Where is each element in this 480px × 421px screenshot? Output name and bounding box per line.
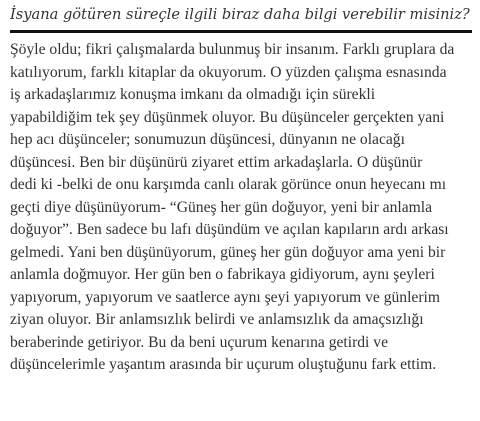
answer-line: dedi ki -belki de onu karşımda canlı olarak görünce onun heyecanı mı <box>10 176 447 193</box>
answer-line: gelmedi. Yani ben düşünüyorum, güneş her gün doğuyor ama yeni bir <box>10 243 446 261</box>
answer-line: hep acı düşünceler; sonumuzun düşüncesi, dünyanın ne olacağı <box>10 131 405 148</box>
interview-question: İsyana götüren süreçle ilgili biraz daha bilgi verebilir misiniz? <box>10 6 470 23</box>
answer-line: geçti diye düşünüyorum- “Güneş her gün doğuyor, yeni bir anlamla <box>10 198 433 216</box>
answer-line: doğuyor”. Ben sadece bu lafı düşündüm ve açılan kapıların ardı arkası <box>10 221 449 238</box>
answer-line: anlamla doğmuyor. Her gün ben o fabrikaya gidiyorum, aynı şeyleri <box>10 266 435 283</box>
divider-rule <box>10 30 472 33</box>
interview-answer <box>10 39 472 377</box>
answer-line: Şöyle oldu; fikri çalışmalarda bulunmuş bir insanım. Farklı gruplara da <box>10 41 455 58</box>
answer-line: düşüncelerimle yaşantım arasında bir uçurum oluştuğunu fark ettim. <box>10 356 437 373</box>
answer-line: yapıyorum, yapıyorum ve saatlerce aynı şeyi yapıyorum ve günlerim <box>10 288 441 306</box>
answer-line: beraberinde getiriyor. Bu da beni uçurum kenarına getirdi ve <box>10 333 389 351</box>
answer-line: yapabildiğim tek şey düşünmek oluyor. Bu düşünceler gerçekten yani <box>10 108 445 126</box>
answer-line: iş arkadaşlarımız konuşma imkanı da olmadığı için sürekli <box>10 86 376 103</box>
answer-line: ziyan oluyor. Bir anlamsızlık belirdi ve anlamsızlık da amaçsızlığı <box>10 311 424 328</box>
answer-line: düşüncesi. Ben bir düşünürü ziyaret ettim arkadaşlarla. O düşünür <box>10 153 423 171</box>
answer-line: katılıyorum, farklı kitaplar da okuyorum. O yüzden çalışma esnasında <box>10 63 447 81</box>
